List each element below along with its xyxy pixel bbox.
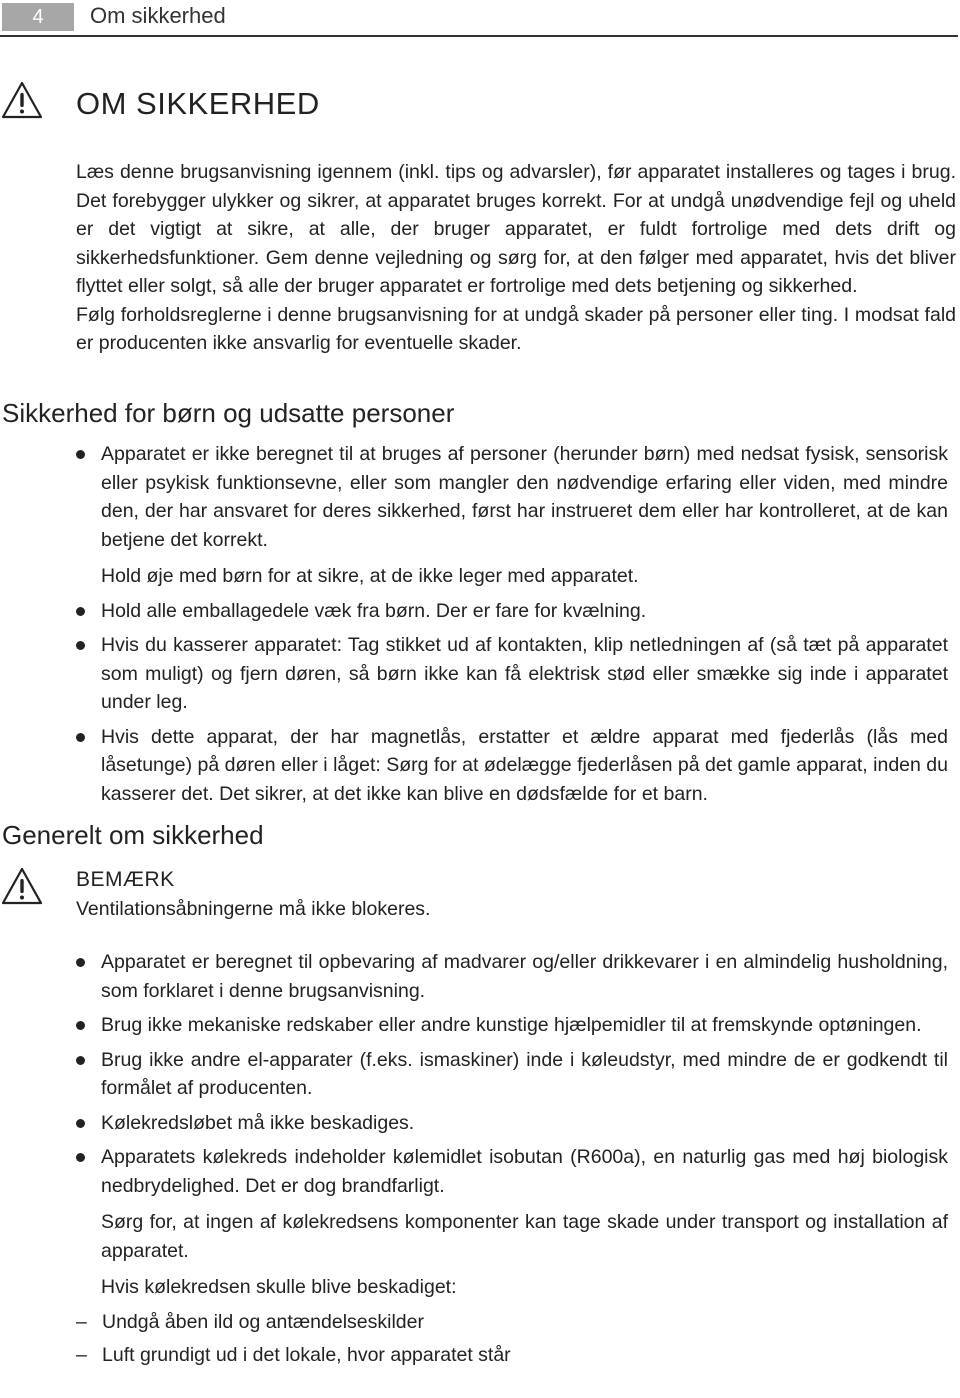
list-item bbox=[76, 1011, 948, 1040]
bullet-dot-icon bbox=[76, 1056, 85, 1065]
list-subparagraph: Sørg for, at ingen af kølekredsens komponenter kan tage skade under transport og installation af apparatet. bbox=[101, 1211, 948, 1262]
bullet-dot-icon bbox=[76, 1119, 85, 1128]
dash-item-text: Undgå åben ild og antændelseskilder bbox=[102, 1310, 424, 1333]
page-header bbox=[0, 0, 960, 36]
bullet-dot-icon bbox=[76, 450, 85, 459]
list-item-text: Brug ikke andre el-apparater (f.eks. ismaskiner) inde i køleudstyr, med mindre de er godkendt til formålet af producenten. bbox=[101, 1048, 948, 1099]
list-item bbox=[76, 723, 948, 809]
list-item bbox=[76, 1143, 948, 1370]
warning-triangle-icon bbox=[0, 866, 44, 906]
general-safety-list bbox=[76, 948, 948, 1376]
bullet-dot-icon bbox=[76, 958, 85, 967]
list-item bbox=[76, 597, 948, 626]
list-item bbox=[76, 440, 948, 591]
dash-marker: – bbox=[76, 1344, 87, 1366]
warning-triangle-icon bbox=[0, 80, 44, 120]
list-item-text: Hvis du kasserer apparatet: Tag stikket ud af kontakten, klip netledningen af (så tæt på apparatet som muligt) og fjern døren, så børn ikke kan få elektrisk stød eller smække sig inde i apparatet under leg. bbox=[101, 634, 948, 713]
children-safety-list bbox=[76, 440, 948, 814]
dash-item-text: Luft grundigt ud i det lokale, hvor apparatet står bbox=[102, 1344, 511, 1366]
note-label: BEMÆRK bbox=[76, 868, 175, 891]
list-item-text: Brug ikke mekaniske redskaber eller andre kunstige hjælpemidler til at fremskynde optøningen. bbox=[101, 1014, 922, 1036]
list-item-text: Apparatet er ikke beregnet til at bruges af personer (herunder børn) med nedsat fysisk, sensorisk eller psykisk funktionsevne, eller som mangler den nødvendige erfaring eller viden, med mindre den, der har ansvaret for deres sikkerhed, først har instrueret dem eller har kontrolleret, at de kan betjene det korrekt. bbox=[101, 443, 948, 551]
list-item-text: Apparatet er beregnet til opbevaring af madvarer og/eller drikkevarer i en almindelig husholdning, som forklaret i denne brugsanvisning. bbox=[101, 951, 948, 1002]
section-heading-children-safety: Sikkerhed for børn og udsatte personer bbox=[2, 398, 455, 428]
bullet-dot-icon bbox=[76, 733, 85, 742]
intro-text bbox=[76, 158, 956, 358]
intro-paragraph: Læs denne brugsanvisning igennem (inkl. tips og advarsler), før apparatet installeres og tages i brug. Det forebygger ulykker og sikrer, at apparatet bruges korrekt. For at undgå unødvendige fejl og uheld er det vigtigt at sikre, at alle, der bruger apparatet, er fuldt fortrolige med dets drift og sikkerhedsfunktioner. Gem denne vejledning og sørg for, at den følger med apparatet, hvis det bliver flyttet eller solgt, så alle der bruger apparatet er fortrolige med dets betjening og sikkerhed. bbox=[76, 161, 956, 297]
dash-list-item bbox=[76, 1341, 948, 1370]
header-divider bbox=[0, 35, 958, 37]
dash-list bbox=[76, 1308, 948, 1370]
bullet-dot-icon bbox=[76, 607, 85, 616]
page-number: 4 bbox=[2, 3, 74, 31]
dash-list-item bbox=[76, 1308, 948, 1337]
list-subparagraph: Hold øje med børn for at sikre, at de ikke leger med apparatet. bbox=[101, 565, 639, 587]
bullet-dot-icon bbox=[76, 1021, 85, 1030]
bullet-dot-icon bbox=[76, 1153, 85, 1162]
list-item-text: Apparatets kølekreds indeholder kølemidlet isobutan (R600a), en naturlig gas med høj biologisk nedbrydelighed. Det er dog brandfarligt. bbox=[101, 1146, 948, 1197]
running-header-title: Om sikkerhed bbox=[90, 3, 226, 28]
list-item-text: Kølekredsløbet må ikke beskadiges. bbox=[101, 1111, 415, 1134]
list-subparagraph: Hvis kølekredsen skulle blive beskadiget: bbox=[101, 1276, 457, 1298]
list-item bbox=[76, 1046, 948, 1103]
note-text: Ventilationsåbningerne må ikke blokeres. bbox=[76, 898, 431, 920]
intro-paragraph: Følg forholdsreglerne i denne brugsanvisning for at undgå skader på personer eller ting. I modsat fald er producenten ikke ansvarlig for eventuelle skader. bbox=[76, 303, 956, 354]
list-item-text: Hold alle emballagedele væk fra børn. Der er fare for kvælning. bbox=[101, 599, 647, 622]
list-item bbox=[76, 631, 948, 717]
list-item-text: Hvis dette apparat, der har magnetlås, erstatter et ældre apparat med fjederlås (lås med låsetunge) på døren eller i låget: Sørg for at ødelægge fjederlåsen på det gamle apparat, inden du kasserer det. Det sikrer, at det ikke kan blive en dødsfælde for et barn. bbox=[101, 725, 948, 805]
list-item bbox=[76, 1109, 948, 1138]
section-heading-general-safety: Generelt om sikkerhed bbox=[2, 820, 264, 850]
list-item bbox=[76, 948, 948, 1005]
page-title: OM SIKKERHED bbox=[76, 86, 320, 121]
bullet-dot-icon bbox=[76, 641, 85, 650]
dash-marker: – bbox=[76, 1310, 87, 1333]
